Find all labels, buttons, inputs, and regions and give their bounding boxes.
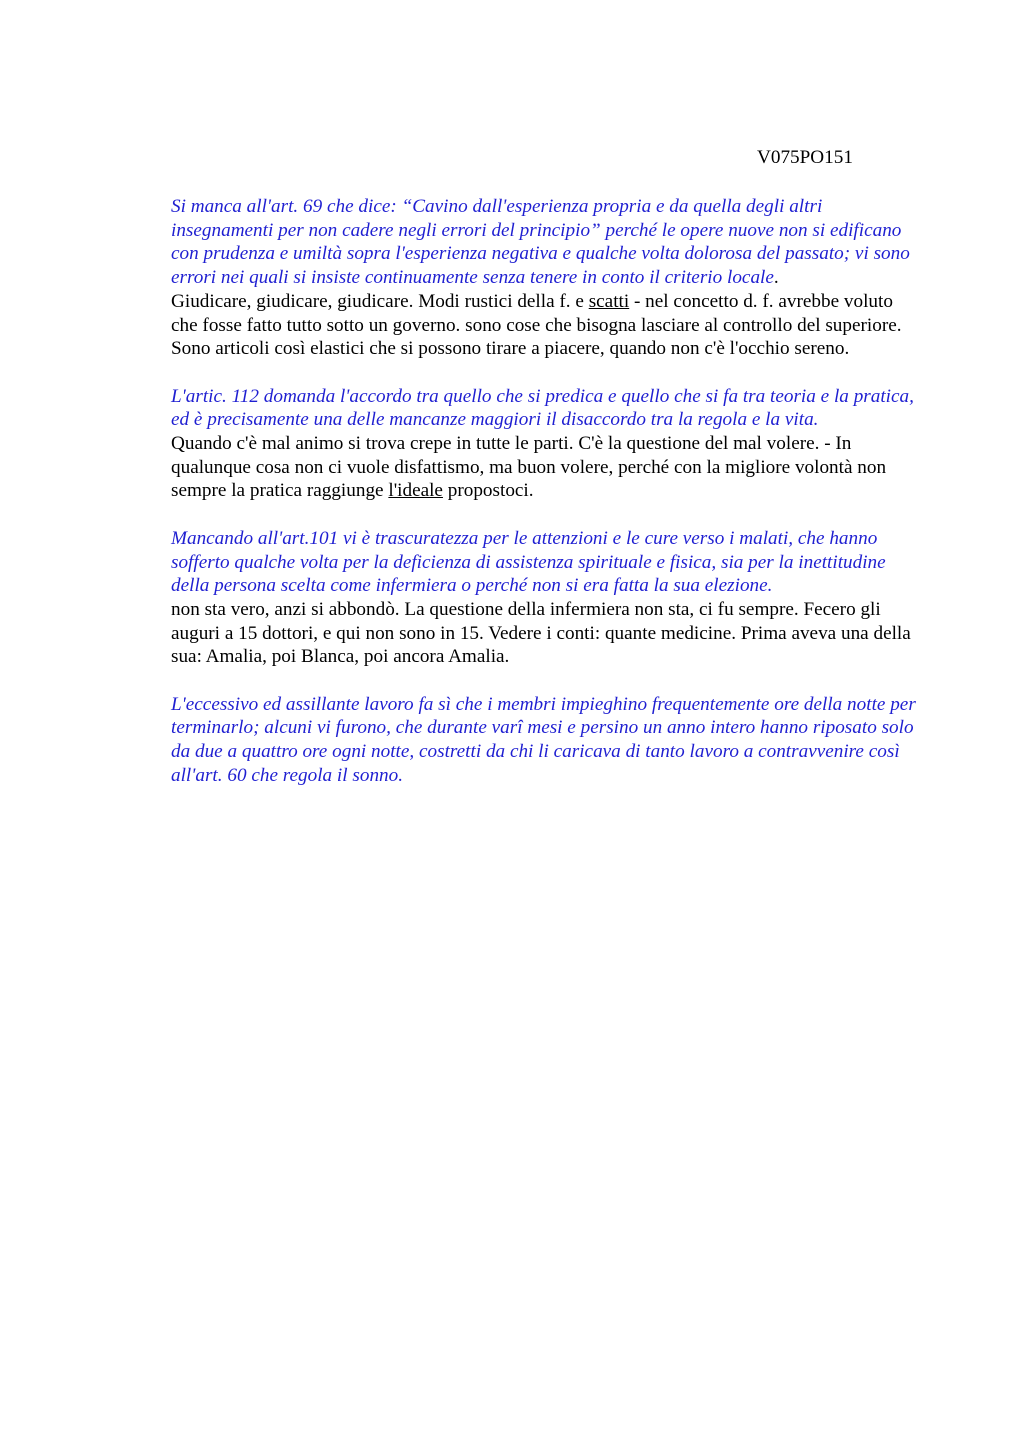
article-101-quote: Mancando all'art.101 vi è trascuratezza per le attenzioni e le cure verso i malati, che hanno sofferto qualche volta per la deficienza di assistenza spirituale e fisica, sia per la inettitudine della persona scelta come infermiera o perché non si era fatta la sua elezione. xyxy=(171,527,886,597)
reply-text-start: Quando c'è mal animo si trova crepe in tutte le parti. C'è la questione del mal volere. - In qualunque cosa non ci vuole disfattismo, ma buon volere, perché con la migliore volontà non sempre la pratica raggiunge xyxy=(171,433,887,502)
article-69-quote: Si manca all'art. 69 che dice: “Cavino dall'esperienza propria e da quella degli altri insegnamenti per non cadere negli errori del principio” perché le opere nuove non si edificano con prudenza e umiltà sopra l'esperienza negativa e qualche volta dolorosa del passato; vi sono errori nei quali si insiste continuamente senza tenere in conto il criterio locale xyxy=(171,196,910,289)
underlined-word-scatti: scatti xyxy=(588,290,630,312)
underlined-word-ideale: l'ideale xyxy=(388,480,443,502)
section-3-reply: non sta vero, anzi si abbondò. La questione della infermiera non sta, ci fu sempre. Fecero gli auguri a 15 dottori, e qui non sono in 15. Vedere i conti: quante medicine. Prima aveva una della sua: Amalia, poi Blanca, poi ancora Amalia. xyxy=(171,598,911,668)
article-112-quote: L'artic. 112 domanda l'accordo tra quello che si predica e quello che si fa tra teoria e la pratica, ed è precisamente una delle mancanze maggiori il disaccordo tra la regola e la vita. xyxy=(171,385,914,431)
document-id: V075PO151 xyxy=(757,147,853,168)
reply-text-end: - nel concetto d. f. avrebbe voluto che fosse fatto tutto sotto un governo. sono cose che bisogna lasciare al controllo del superiore. Sono articoli così elastici che si possono tirare a piacere, quando non c'è l'occhio sereno. xyxy=(171,290,902,360)
section-3 xyxy=(171,527,923,669)
section-2 xyxy=(171,385,923,504)
reply-text-start: Giudicare, giudicare, giudicare. Modi rustici della f. e xyxy=(171,290,589,312)
section-1-reply xyxy=(171,290,923,361)
section-1 xyxy=(171,195,923,361)
reply-text-end: propostoci. xyxy=(442,480,534,502)
article-60-quote: L'eccessivo ed assillante lavoro fa sì che i membri impieghino frequentemente ore della notte per terminarlo; alcuni vi furono, che durante varî mesi e persino un anno intero hanno riposato solo da due a quattro ore ogni notte, costretti da chi li caricava di tanto lavoro a contravvenire così all'art. 60 che regola il sonno. xyxy=(171,693,916,786)
document-body xyxy=(171,195,923,811)
section-4 xyxy=(171,693,923,788)
quote-period: . xyxy=(773,267,779,289)
section-2-reply xyxy=(171,432,923,503)
section-1-text xyxy=(171,195,923,290)
